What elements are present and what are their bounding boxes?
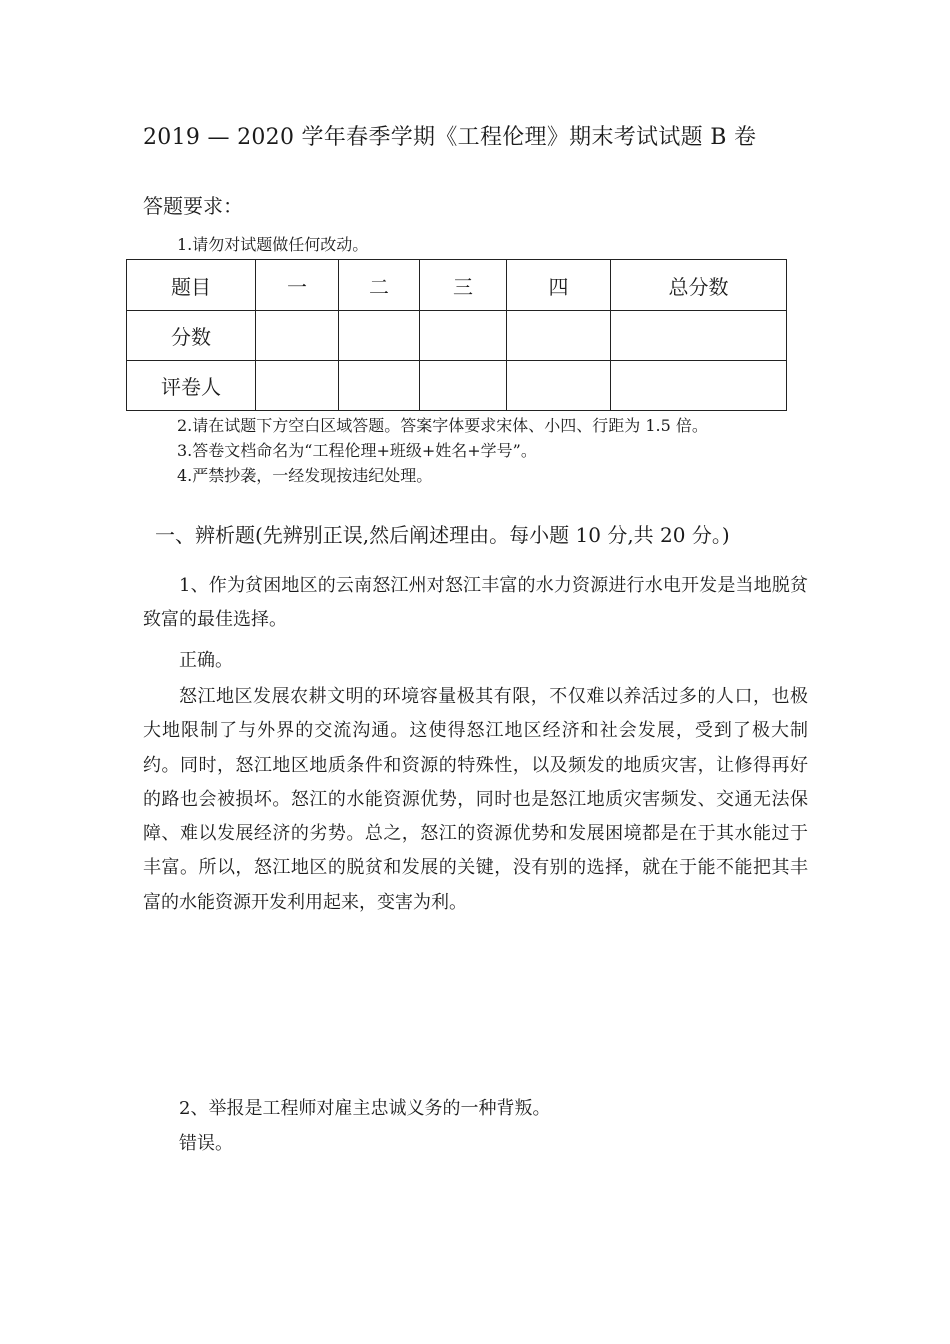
grader-cell <box>611 361 787 411</box>
question-2-text: 2、举报是工程师对雇主忠诚义务的一种背叛。 <box>179 1098 551 1119</box>
score-table <box>126 259 787 411</box>
grader-cell <box>420 361 507 411</box>
question-1-verdict: 正确。 <box>179 650 233 671</box>
header-cell-4: 四 <box>507 260 611 311</box>
header-cell-total: 总分数 <box>611 260 787 311</box>
grader-cell <box>256 361 339 411</box>
row-label-grader: 评卷人 <box>127 361 256 411</box>
header-cell-question: 题目 <box>127 260 256 311</box>
score-table-header-row <box>127 260 787 311</box>
score-row <box>127 311 787 361</box>
question-1-explanation-block <box>143 680 808 920</box>
score-cell <box>611 311 787 361</box>
score-cell <box>256 311 339 361</box>
requirement-note-2: 2.请在试题下方空白区域答题。答案字体要求宋体、小四、行距为 1.5 倍。 <box>177 416 708 435</box>
grader-cell <box>339 361 420 411</box>
requirement-note-1: 1.请勿对试题做任何改动。 <box>177 235 369 254</box>
requirements-heading: 答题要求： <box>143 194 243 218</box>
score-cell <box>507 311 611 361</box>
question-2-verdict-block <box>143 1127 808 1161</box>
requirement-note-4: 4.严禁抄袭，一经发现按违纪处理。 <box>177 466 433 485</box>
row-label-score: 分数 <box>127 311 256 361</box>
question-1-text: 1、作为贫困地区的云南怒江州对怒江丰富的水力资源进行水电开发是当地脱贫致富的最佳选择。 <box>143 575 808 631</box>
question-1-verdict-block <box>143 644 808 678</box>
section-one-heading: 一、辨析题(先辨别正误,然后阐述理由。每小题 10 分,共 20 分。) <box>155 523 730 547</box>
requirement-note-3: 3.答卷文档命名为“工程伦理+班级+姓名+学号”。 <box>177 441 537 460</box>
exam-title: 2019 — 2020 学年春季学期《工程伦理》期末考试试题 B 卷 <box>143 125 757 150</box>
question-1-block <box>143 569 808 638</box>
score-cell <box>339 311 420 361</box>
question-1-explanation: 怒江地区发展农耕文明的环境容量极其有限，不仅难以养活过多的人口，也极大地限制了与外界的交流沟通。这使得怒江地区经济和社会发展，受到了极大制约。同时，怒江地区地质条件和资源的特殊性，以及频发的地质灾害，让修得再好的路也会被损坏。怒江的水能资源优势，同时也是怒江地质灾害频发、交通无法保障、难以发展经济的劣势。总之，怒江的资源优势和发展困境都是在于其水能过于丰富。所以，怒江地区的脱贫和发展的关键，没有别的选择，就在于能不能把其丰富的水能资源开发利用起来，变害为利。 <box>143 686 808 913</box>
grader-row <box>127 361 787 411</box>
question-2-verdict: 错误。 <box>179 1133 233 1154</box>
grader-cell <box>507 361 611 411</box>
header-cell-2: 二 <box>339 260 420 311</box>
header-cell-1: 一 <box>256 260 339 311</box>
header-cell-3: 三 <box>420 260 507 311</box>
question-2-block <box>143 1092 808 1126</box>
score-cell <box>420 311 507 361</box>
